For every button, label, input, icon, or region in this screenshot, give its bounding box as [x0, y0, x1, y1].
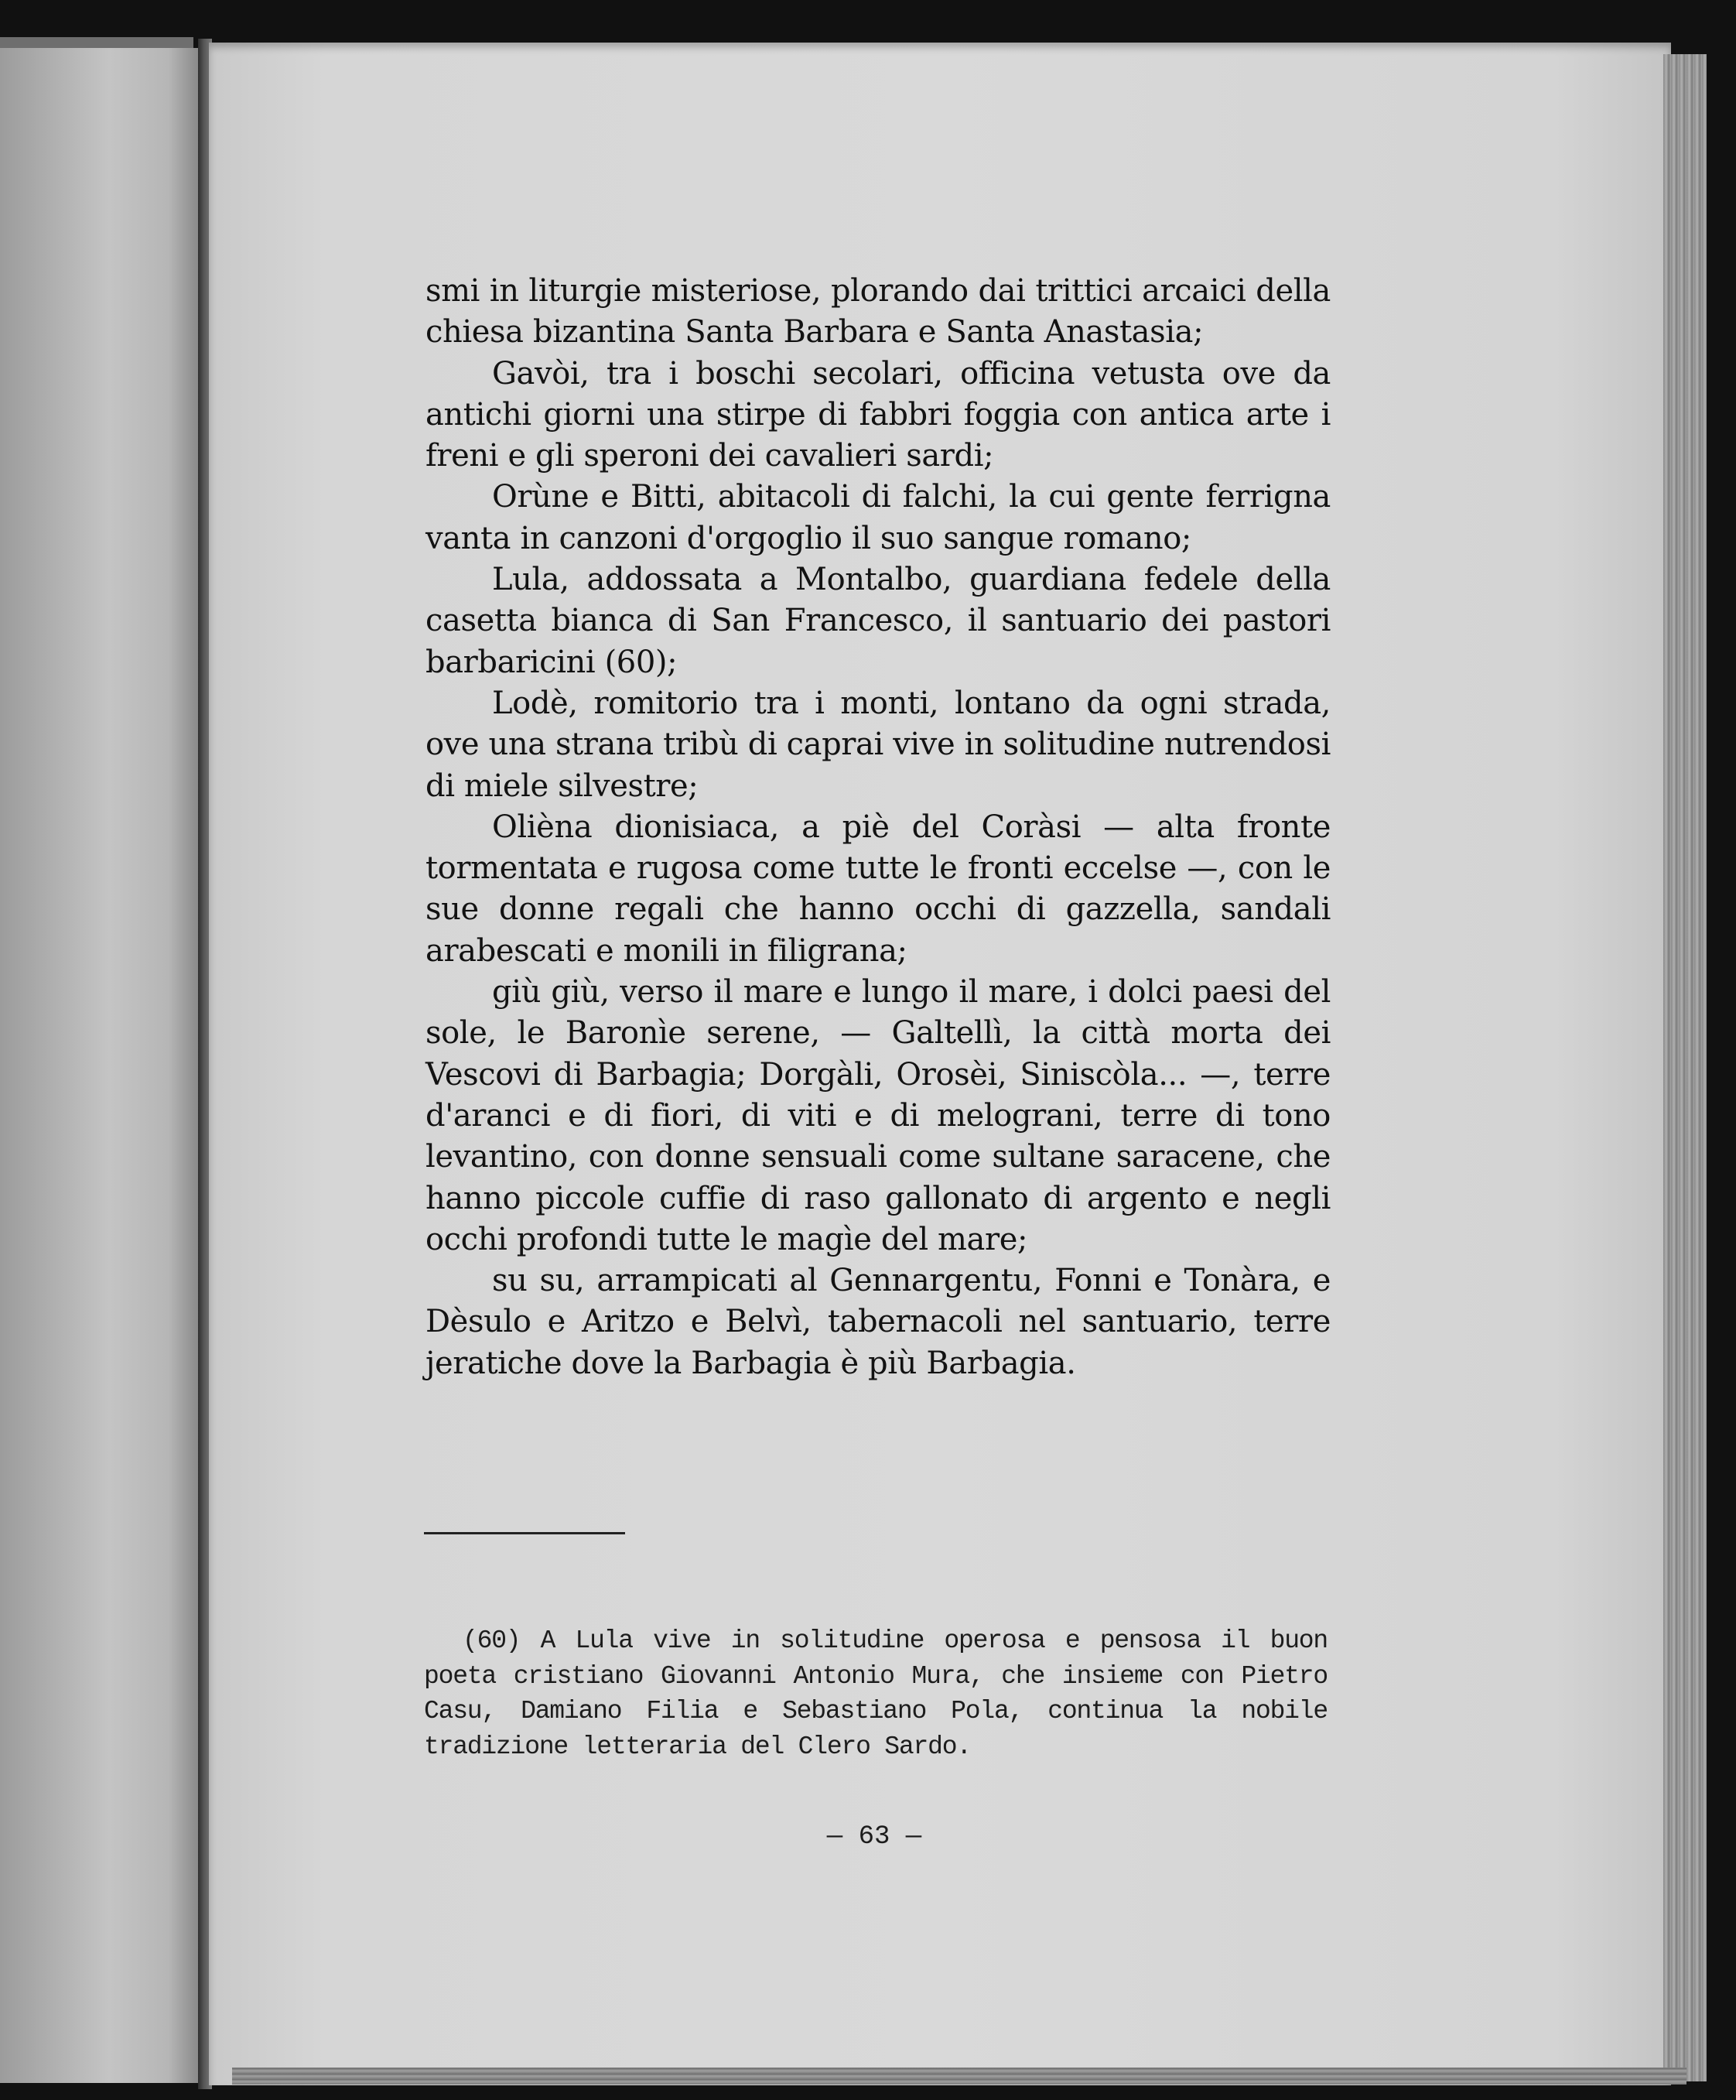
body-paragraph: Lula, addossata a Montalbo, guardiana fedele della casetta bianca di San Francesco, il santuario dei pastori barbaricini (60);	[425, 562, 1331, 680]
body-paragraph: Olièna dionisiaca, a piè del Coràsi — alta fronte tormentata e rugosa come tutte le fronti eccelse —, con le sue donne regali che hanno occhi di gazzella, sandali arabescati e monili in filigrana;	[425, 809, 1331, 969]
body-paragraph: smi in liturgie misteriose, plorando dai trittici arcaici della chiesa bizantina Santa Barbara e Santa Anastasia;	[425, 273, 1331, 351]
footnote	[424, 1623, 1328, 1764]
page-number: — 63 —	[826, 1822, 922, 1852]
page-stack-edge	[1663, 54, 1707, 2081]
page-stack-bottom-edge	[232, 2068, 1686, 2085]
body-paragraph: Lodè, romitorio tra i monti, lontano da ogni strada, ove una strana tribù di caprai vive in solitudine nutrendosi di miele silvestre;	[425, 685, 1331, 804]
footnote-separator	[424, 1532, 625, 1534]
body-paragraph: Gavòi, tra i boschi secolari, officina vetusta ove da antichi giorni una stirpe di fabbri foggia con antica arte i freni e gli speroni dei cavalieri sardi;	[425, 355, 1331, 474]
body-paragraph: giù giù, verso il mare e lungo il mare, i dolci paesi del sole, le Baronìe serene, — Galtellì, la città morta dei Vescovi di Barbagia; Dorgàli, Orosèi, Siniscòla... —, terre d'aranci e di fiori, di viti e di melograni, terre di tono levantino, con donne sensuali come sultane saracene, che hanno piccole cuffie di raso gallonato di argento e negli occhi profondi tutte le magìe del mare;	[425, 974, 1331, 1257]
body-paragraph: su su, arrampicati al Gennargentu, Fonni e Tonàra, e Dèsulo e Aritzo e Belvì, tabernacoli nel santuario, terre jeratiche dove la Barbagia è più Barbagia.	[425, 1263, 1331, 1381]
left-page	[0, 48, 198, 2083]
body-paragraph: Orùne e Bitti, abitacoli di falchi, la cui gente ferrigna vanta in canzoni d'orgoglio il suo sangue romano;	[425, 479, 1331, 556]
footnote-text: (60) A Lula vive in solitudine operosa e pensosa il buon poeta cristiano Giovanni Antonio Mura, che insieme con Pietro Casu, Damiano Filia e Sebastiano Pola, continua la nobile tradizione letteraria del Clero Sardo.	[424, 1626, 1328, 1761]
body-text	[425, 271, 1331, 1384]
